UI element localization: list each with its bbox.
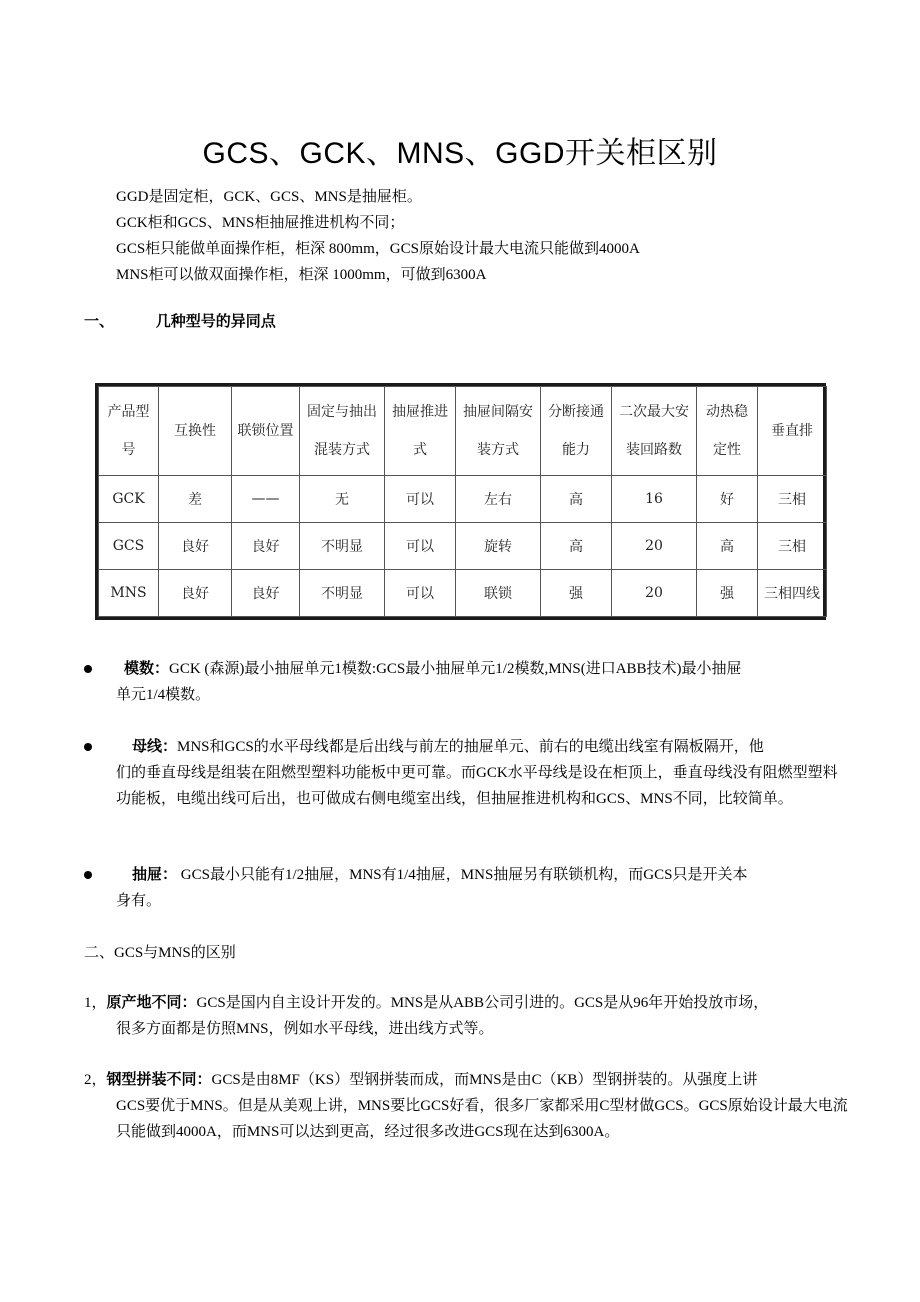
bullet-icon bbox=[84, 665, 92, 673]
table-cell: —— bbox=[232, 476, 300, 523]
section-number: 一、 bbox=[84, 314, 115, 330]
intro-line: GCK柜和GCS、MNS柜抽屉推进机构不同； bbox=[116, 215, 405, 231]
table-cell: 可以 bbox=[385, 523, 456, 570]
table-cell: 高 bbox=[541, 523, 612, 570]
list-item-continuation: GCS要优于MNS。但是从美观上讲，MNS要比GCS好看，很多厂家都采用C型材做GCS。GCS原始设计最大电流只能做到4000A，而MNS可以达到更高，经过很多改进GCS现在达到6300A。 bbox=[116, 1098, 848, 1140]
table-cell: 左右 bbox=[456, 476, 541, 523]
table-cell: 16 bbox=[612, 476, 697, 523]
bullet-item-modulus bbox=[84, 656, 844, 708]
table-cell: 强 bbox=[697, 570, 758, 617]
list-item-steel-frame bbox=[84, 1067, 854, 1145]
table-cell: 三相 bbox=[758, 476, 827, 523]
bullet-continuation: 单元1/4模数。 bbox=[116, 687, 211, 703]
column-header: 抽屉推进式 bbox=[385, 387, 456, 476]
section-heading-1 bbox=[84, 310, 276, 331]
intro-line: MNS柜可以做双面操作柜，柜深 1000mm，可做到6300A bbox=[116, 267, 487, 283]
bullet-text: MNS和GCS的水平母线都是后出线与前左的抽屉单元、前右的电缆出线室有隔板隔开，他 bbox=[177, 739, 764, 755]
list-number: 2， bbox=[84, 1072, 107, 1088]
column-header: 抽屉间隔安装方式 bbox=[456, 387, 541, 476]
list-label: 原产地不同： bbox=[106, 995, 197, 1011]
bullet-item-busbar bbox=[84, 734, 844, 812]
comparison-table bbox=[95, 383, 826, 620]
table-cell: 强 bbox=[541, 570, 612, 617]
bullet-icon bbox=[84, 871, 92, 879]
list-item-line bbox=[84, 1067, 854, 1093]
bullet-text: GCK (森源)最小抽屉单元1模数:GCS最小抽屉单元1/2模数,MNS(进口ABB技术)最小抽屉 bbox=[169, 661, 742, 677]
list-label: 钢型拼装不同： bbox=[106, 1072, 212, 1088]
section-title: 几种型号的异同点 bbox=[155, 314, 276, 330]
list-number: 1， bbox=[84, 995, 107, 1011]
table-cell: 良好 bbox=[159, 570, 232, 617]
table-row bbox=[99, 476, 827, 523]
list-text: GCS是国内自主设计开发的。MNS是从ABB公司引进的。GCS是从96年开始投放市场， bbox=[196, 995, 769, 1011]
bullet-icon bbox=[84, 743, 92, 751]
table-row bbox=[99, 570, 827, 617]
table-row bbox=[99, 523, 827, 570]
table-cell: GCS bbox=[99, 523, 159, 570]
table-cell: 无 bbox=[300, 476, 385, 523]
list-item-line bbox=[84, 990, 854, 1016]
table-cell: 高 bbox=[697, 523, 758, 570]
bullet-item-drawer bbox=[84, 862, 844, 914]
table-cell: 可以 bbox=[385, 570, 456, 617]
table-cell: 联锁 bbox=[456, 570, 541, 617]
column-header: 二次最大安装回路数 bbox=[612, 387, 697, 476]
table-cell: 差 bbox=[159, 476, 232, 523]
bullet-label: 母线： bbox=[132, 739, 178, 755]
intro-line: GCS柜只能做单面操作柜，柜深 800mm，GCS原始设计最大电流只能做到4000A bbox=[116, 241, 640, 257]
table-cell: 三相 bbox=[758, 523, 827, 570]
bullet-line bbox=[132, 862, 844, 888]
list-item-continuation: 很多方面都是仿照MNS，例如水平母线，进出线方式等。 bbox=[116, 1021, 494, 1037]
table-cell: 良好 bbox=[232, 523, 300, 570]
table-cell: GCK bbox=[99, 476, 159, 523]
bullet-continuation: 们的垂直母线是组装在阻燃型塑料功能板中更可靠。而GCK水平母线是设在柜顶上，垂直母线没有阻燃型塑料功能板，电缆出线可后出，也可做成右侧电缆室出线，但抽屉推进机构和GCS、MNS不同，比较简单。 bbox=[116, 765, 838, 807]
table-cell: MNS bbox=[99, 570, 159, 617]
section-heading-2: 二、GCS与MNS的区别 bbox=[84, 945, 236, 961]
table-cell: 不明显 bbox=[300, 570, 385, 617]
page-title: GCS、GCK、MNS、GGD开关柜区别 bbox=[202, 137, 718, 170]
table-cell: 高 bbox=[541, 476, 612, 523]
table-cell: 三相四线 bbox=[758, 570, 827, 617]
table-cell: 良好 bbox=[159, 523, 232, 570]
column-header: 联锁位置 bbox=[232, 387, 300, 476]
intro-line: GGD是固定柜，GCK、GCS、MNS是抽屉柜。 bbox=[116, 189, 422, 205]
bullet-line bbox=[132, 734, 844, 760]
column-header: 互换性 bbox=[159, 387, 232, 476]
table-cell: 20 bbox=[612, 523, 697, 570]
bullet-label: 抽屉： bbox=[132, 867, 178, 883]
column-header: 分断接通能力 bbox=[541, 387, 612, 476]
bullet-label: 模数： bbox=[124, 661, 170, 677]
table-cell: 好 bbox=[697, 476, 758, 523]
list-item-origin bbox=[84, 990, 854, 1042]
table-cell: 旋转 bbox=[456, 523, 541, 570]
table-cell: 可以 bbox=[385, 476, 456, 523]
list-text: GCS是由8MF（KS）型钢拼装而成，而MNS是由C（KB）型钢拼装的。从强度上讲 bbox=[211, 1072, 758, 1088]
intro-block bbox=[116, 184, 640, 288]
bullet-line bbox=[124, 656, 844, 682]
bullet-text: GCS最小只能有1/2抽屉，MNS有1/4抽屉，MNS抽屉另有联锁机构，而GCS只是开关本 bbox=[177, 867, 748, 883]
bullet-continuation: 身有。 bbox=[116, 893, 162, 909]
column-header: 产品型号 bbox=[99, 387, 159, 476]
column-header: 垂直排 bbox=[758, 387, 827, 476]
table-cell: 20 bbox=[612, 570, 697, 617]
column-header: 动热稳定性 bbox=[697, 387, 758, 476]
table-header-row bbox=[99, 387, 827, 476]
table-cell: 良好 bbox=[232, 570, 300, 617]
column-header: 固定与抽出混装方式 bbox=[300, 387, 385, 476]
table-cell: 不明显 bbox=[300, 523, 385, 570]
